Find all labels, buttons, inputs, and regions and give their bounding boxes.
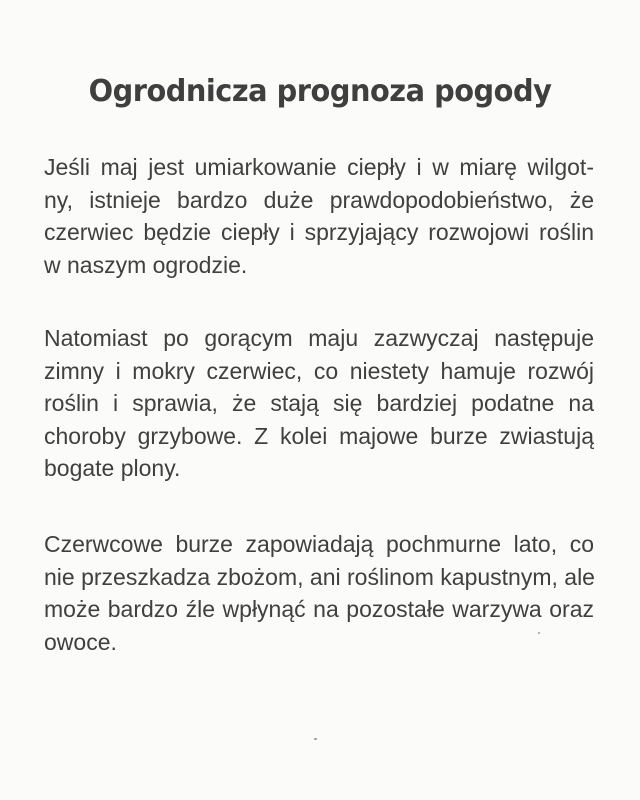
scan-speck bbox=[538, 632, 540, 634]
paragraph-line: owoce. bbox=[44, 628, 117, 655]
paragraph-line: może bardzo źle wpłynąć na pozostałe warzywa oraz bbox=[44, 596, 594, 622]
paragraph-line: ny, istnieje bardzo duże prawdopodobieństwo, że bbox=[44, 186, 594, 213]
paragraph-line: Natomiast po gorącym maju zazwyczaj następuje bbox=[44, 325, 594, 351]
paragraph-3 bbox=[44, 528, 594, 658]
paragraph-line: Czerwcowe burze zapowiadają pochmurne lato, co bbox=[44, 531, 594, 557]
paragraph-line: czerwiec będzie ciepły i sprzyjający rozwojowi roślin bbox=[44, 219, 594, 245]
paragraph-line: w naszym ogrodzie. bbox=[44, 251, 248, 278]
scan-speck bbox=[314, 738, 317, 740]
paragraph-line: choroby grzybowe. Z kolei majowe burze zwiastują bbox=[44, 422, 594, 449]
paragraph-line: roślin i sprawia, że stają się bardziej podatne na bbox=[44, 390, 594, 416]
paragraph-line: Jeśli maj jest umiarkowanie ciepły i w miarę wilgot- bbox=[44, 154, 594, 180]
page-title: Ogrodnicza prognoza pogody bbox=[88, 74, 552, 109]
paragraph-2 bbox=[44, 322, 594, 485]
paragraph-1 bbox=[44, 151, 594, 281]
paragraph-line: bogate plony. bbox=[44, 455, 181, 481]
paragraph-line: zimny i mokry czerwiec, co niestety hamuje rozwój bbox=[44, 357, 594, 384]
paragraph-line: nie przeszkadza zbożom, ani roślinom kapustnym, ale bbox=[44, 563, 595, 590]
